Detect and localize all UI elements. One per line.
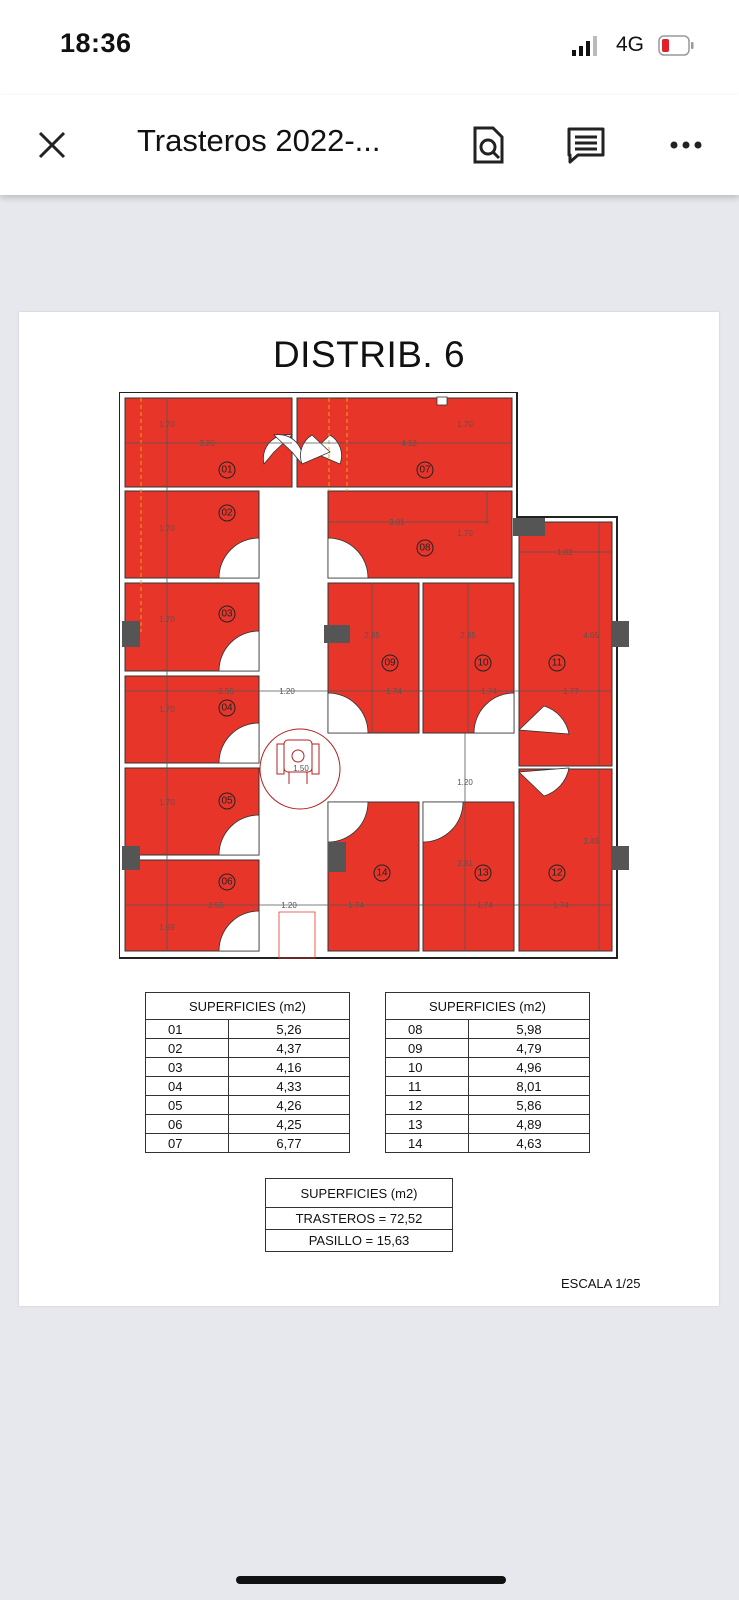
dim-label: 2.85 xyxy=(364,631,380,640)
close-button[interactable] xyxy=(22,115,82,175)
table-row: 04 4,33 xyxy=(146,1077,350,1096)
dim-label: 1.74 xyxy=(386,687,402,696)
room-number: 06 xyxy=(221,876,233,888)
dim-label: 3.45 xyxy=(583,837,599,846)
dim-label: 1.77 xyxy=(563,687,579,696)
table-header: SUPERFICIES (m2) xyxy=(146,993,350,1020)
signal-icon xyxy=(572,36,598,56)
dim-label: 3.20 xyxy=(199,439,215,448)
close-icon xyxy=(37,130,67,160)
document-page[interactable] xyxy=(19,312,719,1306)
table-row xyxy=(266,1208,453,1230)
dim-label: 2.85 xyxy=(460,631,476,640)
table-row: 08 5,98 xyxy=(386,1020,590,1039)
table-row: 03 4,16 xyxy=(146,1058,350,1077)
dim-label: 2.55 xyxy=(208,901,224,910)
status-time: 18:36 xyxy=(60,28,132,58)
room-number: 05 xyxy=(221,795,233,807)
dim-label: 3.01 xyxy=(389,518,405,527)
table-row: 07 6,77 xyxy=(146,1134,350,1153)
dim-label: 1.82 xyxy=(557,548,573,557)
dim-label: 1.69 xyxy=(159,923,175,932)
room-number: 14 xyxy=(376,867,388,879)
dim-label: 4.12 xyxy=(401,439,417,448)
total-pasillo: PASILLO = 15,63 xyxy=(266,1230,453,1252)
room-number: 09 xyxy=(384,657,396,669)
room-12 xyxy=(519,769,612,951)
table-row: 06 4,25 xyxy=(146,1115,350,1134)
table-row xyxy=(266,1230,453,1252)
app-toolbar xyxy=(0,95,739,195)
table-header: SUPERFICIES (m2) xyxy=(386,993,590,1020)
dim-label: 2.55 xyxy=(218,687,234,696)
room-number: 01 xyxy=(221,464,233,476)
dim-label: 1.20 xyxy=(281,901,297,910)
dim-label: 1.70 xyxy=(457,420,473,429)
room-number: 02 xyxy=(221,507,233,519)
dim-label: 1.74 xyxy=(481,687,497,696)
table-row: 11 8,01 xyxy=(386,1077,590,1096)
table-row: 05 4,26 xyxy=(146,1096,350,1115)
scale-label: ESCALA 1/25 xyxy=(561,1276,641,1291)
document-title: Trasteros 2022-... xyxy=(137,123,381,158)
dim-label: 1.70 xyxy=(159,524,175,533)
find-in-document-button[interactable] xyxy=(458,115,518,175)
more-icon xyxy=(669,140,703,150)
surfaces-table-left xyxy=(145,992,350,1153)
home-indicator[interactable] xyxy=(236,1576,506,1584)
room-number: 07 xyxy=(419,464,431,476)
dim-label: 1.74 xyxy=(553,901,569,910)
room-number: 13 xyxy=(477,867,489,879)
total-trasteros: TRASTEROS = 72,52 xyxy=(266,1208,453,1230)
table-row: 01 5,26 xyxy=(146,1020,350,1039)
room-number: 04 xyxy=(221,702,233,714)
status-bar xyxy=(0,0,739,95)
dim-label: 4.65 xyxy=(583,631,599,640)
dim-label: 1.74 xyxy=(348,901,364,910)
dim-label: 1.70 xyxy=(159,798,175,807)
floor-plan xyxy=(119,392,629,962)
table-row: 02 4,37 xyxy=(146,1039,350,1058)
table-row: 13 4,89 xyxy=(386,1115,590,1134)
table-row: 12 5,86 xyxy=(386,1096,590,1115)
dim-label: 1.70 xyxy=(159,615,175,624)
network-type: 4G xyxy=(616,33,645,56)
table-row: 10 4,96 xyxy=(386,1058,590,1077)
dim-label: 1.70 xyxy=(159,705,175,714)
dim-label: 1.70 xyxy=(457,529,473,538)
dim-label: 1.50 xyxy=(293,764,309,773)
plan-title: DISTRIB. 6 xyxy=(272,334,466,375)
dim-label: 1.20 xyxy=(457,778,473,787)
table-row: 09 4,79 xyxy=(386,1039,590,1058)
dim-label: 1.20 xyxy=(279,687,295,696)
document-search-icon xyxy=(471,125,505,165)
dim-label: 1.74 xyxy=(477,901,493,910)
room-number: 12 xyxy=(551,867,563,879)
comments-icon xyxy=(566,125,606,165)
dim-label: 2.81 xyxy=(457,859,473,868)
surfaces-table-right xyxy=(385,992,590,1153)
surfaces-totals-table xyxy=(265,1178,453,1252)
room-number: 03 xyxy=(221,608,233,620)
table-header: SUPERFICIES (m2) xyxy=(266,1179,453,1208)
battery-low-icon xyxy=(658,35,694,57)
room-number: 11 xyxy=(551,657,563,669)
room-number: 08 xyxy=(419,542,431,554)
dim-label: 1.70 xyxy=(159,420,175,429)
more-options-button[interactable] xyxy=(656,115,716,175)
comments-button[interactable] xyxy=(556,115,616,175)
room-number: 10 xyxy=(477,657,489,669)
table-row: 14 4,63 xyxy=(386,1134,590,1153)
